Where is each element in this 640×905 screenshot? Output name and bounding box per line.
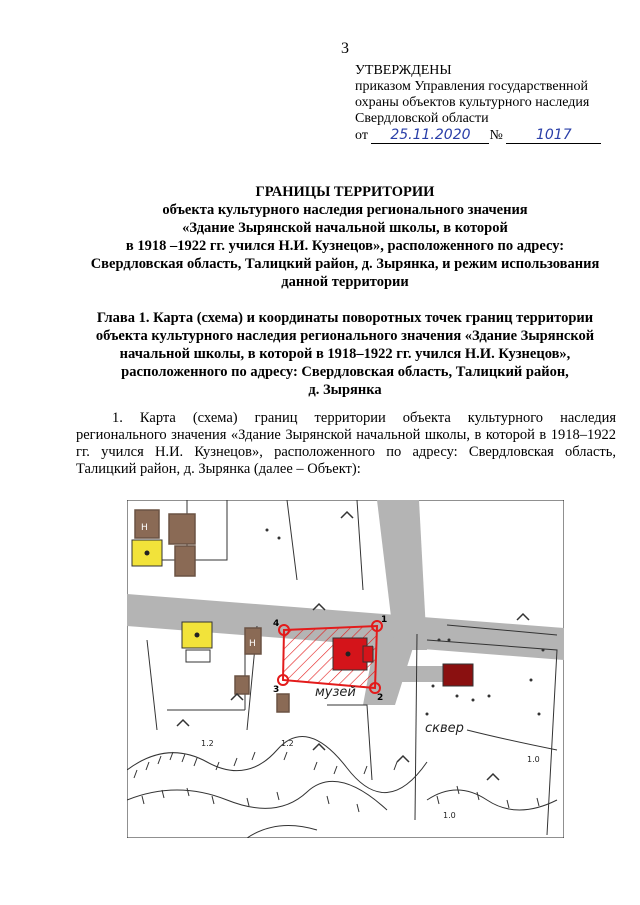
paragraph-text: 1. Карта (схема) границ территории объекта культурного наследия регионального значения «Здание Зырянской начальной школы, в которой в 1918–1922 гг. учился Н.И. Кузнецов», расположенного по адресу: Свердловская область, Талицкий район, д. Зырянка (далее – Объект): <box>76 410 616 477</box>
approval-heading: УТВЕРЖДЕНЫ <box>355 63 452 78</box>
yellow-building-2-annex <box>186 650 210 662</box>
approval-block <box>355 63 635 144</box>
path-to-square <box>395 666 443 682</box>
map-contour-label-2: 1.2 <box>281 739 294 748</box>
approval-line-3: Свердловской области <box>355 111 489 126</box>
approval-line-1: приказом Управления государственной <box>355 79 589 94</box>
point-label-4: 4 <box>273 619 280 629</box>
yellow-building-1-dot <box>145 551 150 556</box>
title-line-5: Свердловская область, Талицкий район, д. Зырянка, и режим использования <box>90 256 600 272</box>
number-prefix: № <box>489 128 503 143</box>
title-line-3: «Здание Зырянской начальной школы, в которой <box>182 220 508 236</box>
yellow-building-2-dot <box>195 633 200 638</box>
title-line-2: объекта культурного наследия регионального значения <box>162 202 528 218</box>
square-building <box>443 664 473 686</box>
point-label-3: 3 <box>273 685 280 695</box>
paragraph-1 <box>76 410 616 478</box>
number-value: 1017 <box>506 127 601 144</box>
house-5 <box>235 676 249 694</box>
map-label-museum: музей <box>315 685 356 700</box>
building-mark-2: Н <box>249 639 256 649</box>
house-6 <box>277 694 289 712</box>
house-3 <box>175 546 195 576</box>
building-mark-1: Н <box>141 523 148 533</box>
document-title <box>60 183 630 291</box>
date-prefix: от <box>355 128 368 143</box>
chapter-line-5: д. Зырянка <box>308 382 382 398</box>
title-line-6: данной территории <box>281 274 409 290</box>
boundary-map <box>127 500 564 838</box>
map-contour-label-4: 1.0 <box>527 755 540 764</box>
approval-line-2: охраны объектов культурного наследия <box>355 95 590 110</box>
approval-date-line <box>355 127 635 144</box>
point-label-1: 1 <box>381 615 388 625</box>
title-line-4: в 1918 –1922 гг. учился Н.И. Кузнецов», расположенного по адресу: <box>125 238 565 254</box>
date-value: 25.11.2020 <box>371 127 489 144</box>
house-2 <box>169 514 195 544</box>
map-contour-label-3: 1.0 <box>443 811 456 820</box>
title-line-1: ГРАНИЦЫ ТЕРРИТОРИИ <box>255 184 435 200</box>
school-porch <box>363 646 373 662</box>
chapter-line-2: объекта культурного наследия регионального значения «Здание Зырянской <box>95 328 595 344</box>
chapter-line-1: Глава 1. Карта (схема) и координаты поворотных точек границ территории <box>96 310 594 326</box>
map-label-square: сквер <box>425 721 464 736</box>
chapter-line-3: начальной школы, в которой в 1918–1922 гг. учился Н.И. Кузнецов», <box>119 346 571 362</box>
chapter-heading <box>60 309 630 399</box>
chapter-line-4: расположенного по адресу: Свердловская область, Талицкий район, <box>121 364 569 380</box>
school-building-dot <box>346 652 351 657</box>
page-number: 3 <box>341 40 349 57</box>
point-label-2: 2 <box>377 693 384 703</box>
map-contour-label-1: 1.2 <box>201 739 214 748</box>
